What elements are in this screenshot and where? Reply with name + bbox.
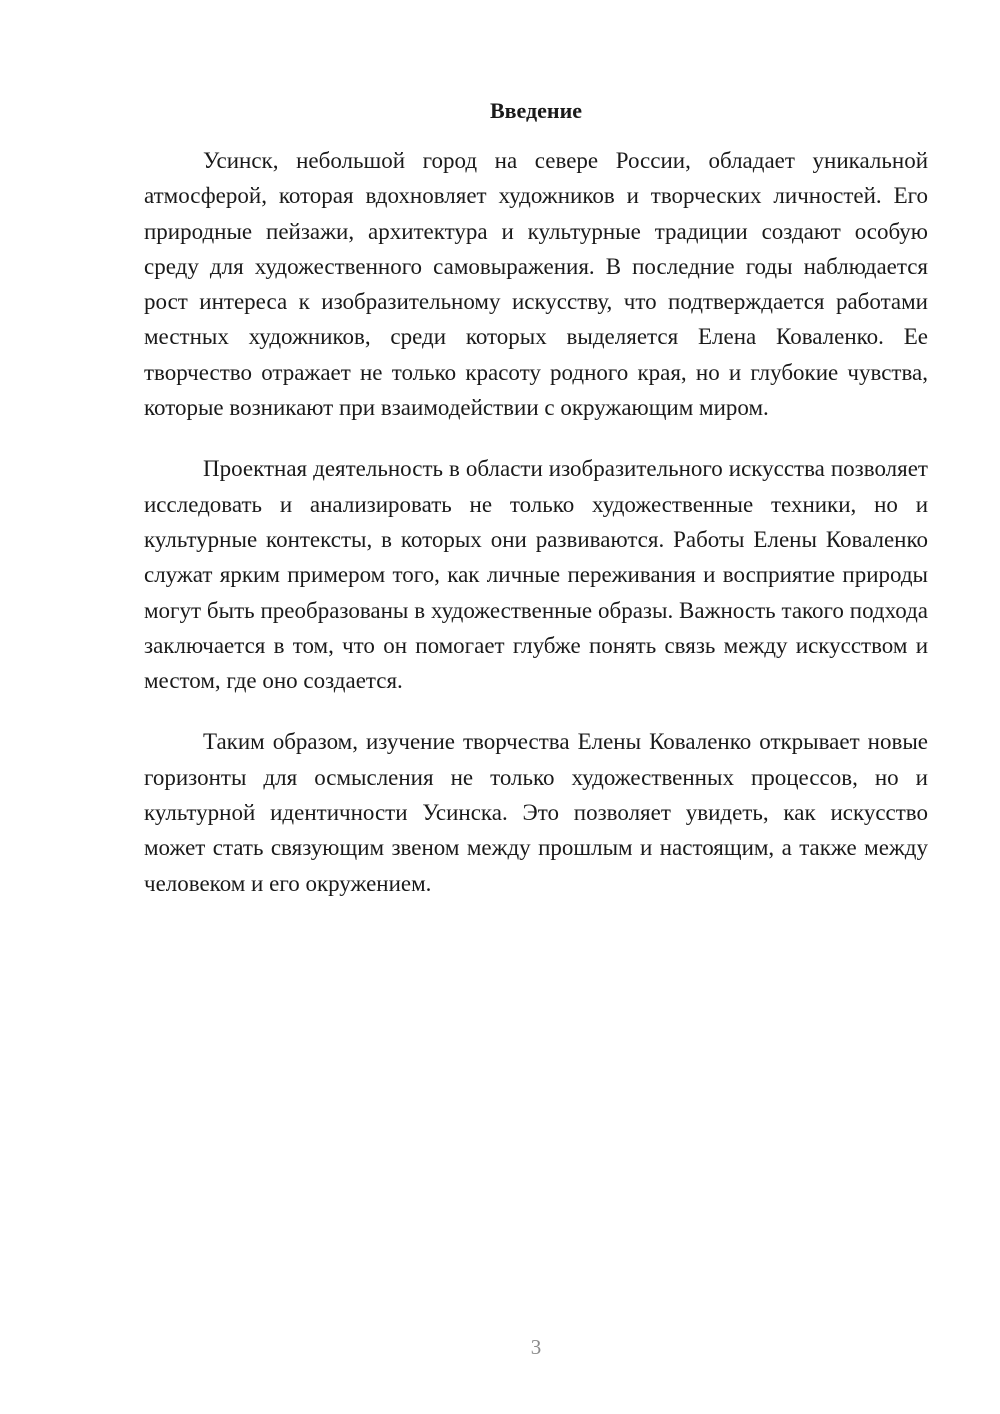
paragraph-3: Таким образом, изучение творчества Елены Коваленко открывает новые горизонты для осмысления не только художественных процессов, но и культурной идентичности Усинска. Это позволяет увидеть, как искусство может стать связующим звеном между прошлым и настоящим, а также между человеком и его окружением. xyxy=(144,729,928,896)
paragraph-1: Усинск, небольшой город на севере России, обладает уникальной атмосферой, которая вдохновляет художников и творческих личностей. Его природные пейзажи, архитектура и культурные традиции создают особую среду для художественного самовыражения. В последние годы наблюдается рост интереса к изобразительному искусству, что подтверждается работами местных художников, среди которых выделяется Елена Коваленко. Ее творчество отражает не только красоту родного края, но и глубокие чувства, которые возникают при взаимодействии с окружающим миром. xyxy=(144,148,928,421)
body-text xyxy=(144,143,928,927)
paragraph-2: Проектная деятельность в области изобразительного искусства позволяет исследовать и анализировать не только художественные техники, но и культурные контексты, в которых они развиваются. Работы Елены Коваленко служат ярким примером того, как личные переживания и восприятие природы могут быть преобразованы в художественные образы. Важность такого подхода заключается в том, что он помогает глубже понять связь между искусством и местом, где оно создается. xyxy=(144,456,928,694)
page-number: 3 xyxy=(530,1335,542,1359)
section-title: Введение xyxy=(489,98,583,123)
